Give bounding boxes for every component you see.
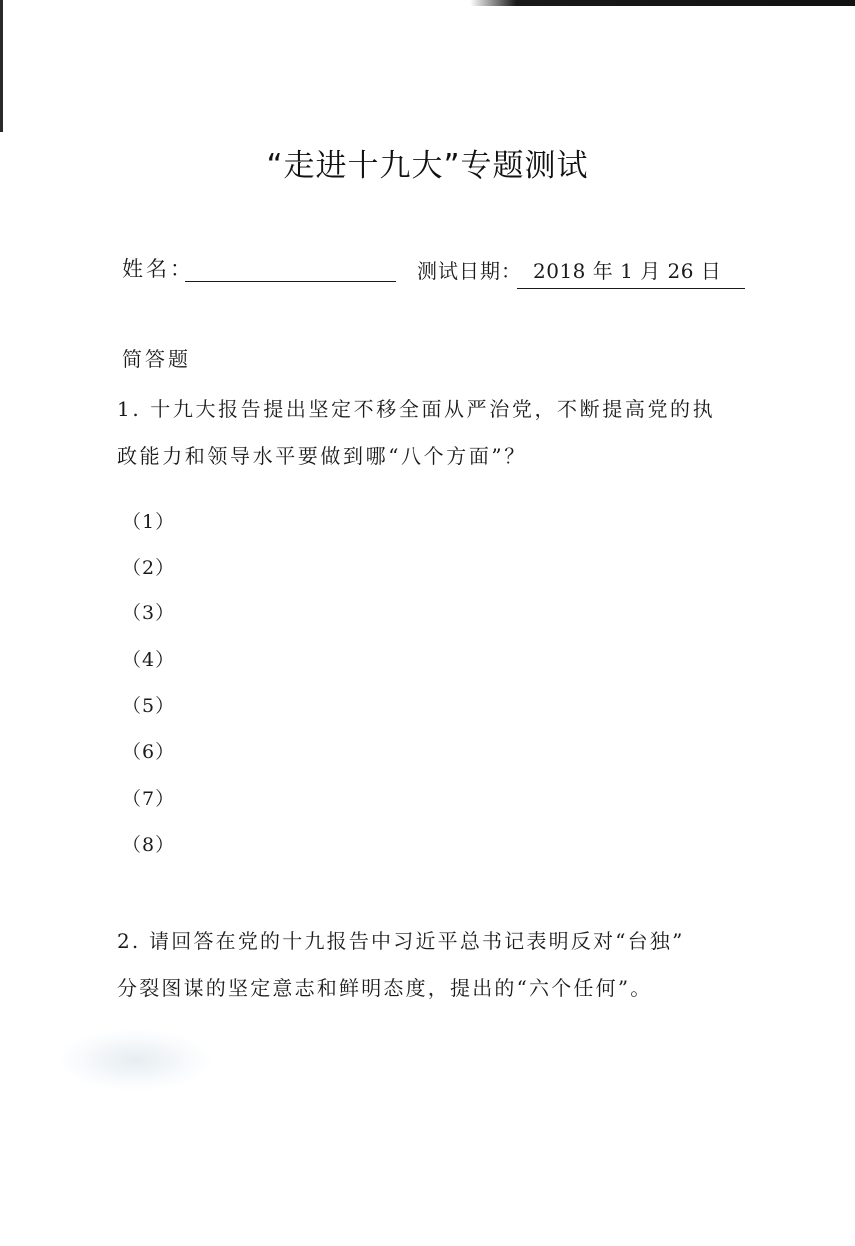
question-1-text-cont: 政能力和领导水平要做到哪“八个方面”？ (117, 444, 527, 468)
question-2-text: 2. 请回答在党的十九报告中习近平总书记表明反对“台独” (117, 929, 685, 953)
scan-edge-shadow (470, 0, 855, 6)
date-label: 测试日期： (417, 259, 522, 283)
name-label: 姓名： (122, 257, 194, 281)
answer-item-6: （6） (122, 741, 176, 763)
section-heading: 简答题 (122, 347, 191, 371)
answer-item-8: （8） (122, 834, 176, 856)
answer-item-1: （1） (122, 511, 176, 533)
date-field-line (517, 288, 745, 289)
answer-item-7: （7） (122, 788, 176, 810)
answer-item-4: （4） (122, 649, 176, 671)
date-value: 2018 年 1 月 26 日 (533, 259, 722, 283)
answer-item-3: （3） (122, 602, 176, 624)
question-1-text: 1. 十九大报告提出坚定不移全面从严治党，不断提高党的执 (117, 397, 716, 421)
answer-item-5: （5） (122, 695, 176, 717)
page-title: “走进十九大”专题测试 (266, 148, 589, 184)
answer-item-2: （2） (122, 557, 176, 579)
scan-smudge (60, 1030, 210, 1090)
name-field-line[interactable] (185, 281, 396, 282)
question-2-text-cont: 分裂图谋的坚定意志和鲜明态度，提出的“六个任何”。 (117, 976, 653, 1000)
scan-edge-mark (0, 0, 3, 132)
